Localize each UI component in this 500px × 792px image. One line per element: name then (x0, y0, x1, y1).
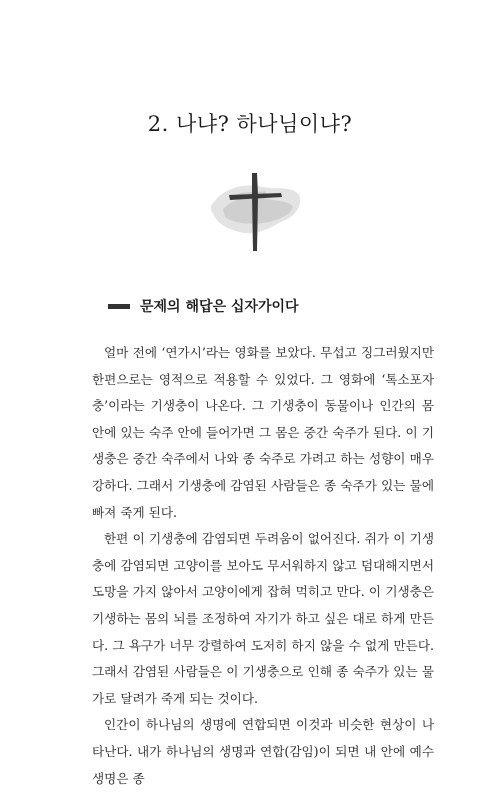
paragraph: 한편 이 기생충에 감염되면 두려움이 없어진다. 쥐가 이 기생충에 감염되면 고양이를 보아도 무서워하지 않고 덤대해지면서 도망을 가지 않아서 고양이에게 잡혀 먹히고 만다. 이 기생충은 기생하는 몸의 뇌를 조정하여 자기가 하고 싶은 대로 하게 만든다. 그 욕구가 너무 강렬하여 도저히 하지 않을 수 없게 만든다. 그래서 감염된 사람들은 이 기생충으로 인해 종 숙주가 있는 물가로 달려가 죽게 되는 것이다. (92, 531, 434, 706)
body-text (92, 340, 434, 792)
chapter-title: 2. 나냐? 하나님이냐? (147, 112, 353, 136)
paragraph: 인간이 하나님의 생명에 연합되면 이것과 비슷한 현상이 나타난다. 내가 하나님의 생명과 연합(감임)이 되면 내 안에 예수 생명은 종 (92, 717, 434, 786)
section-heading (108, 296, 299, 316)
cross-icon (205, 165, 305, 255)
heading-bar (108, 304, 130, 309)
section-heading-text: 문제의 해답은 십자가이다 (140, 299, 299, 315)
paragraph: 얼마 전에 ‘연가시’라는 영화를 보았다. 무섭고 징그러웠지만 한편으로는 영적으로 적용할 수 있었다. 그 영화에 ‘톡소포자충’이라는 기생충이 나온다. 그 기생충이 동물이나 인간의 몸 안에 있는 숙주 안에 들어가면 그 몸은 중간 숙주가 된다. 이 기생충은 중간 숙주에서 나와 종 숙주로 가려고 하는 성향이 매우 강하다. 그래서 기생충에 감염된 사람들은 종 숙주가 있는 물에 빠져 죽게 된다. (92, 345, 434, 520)
